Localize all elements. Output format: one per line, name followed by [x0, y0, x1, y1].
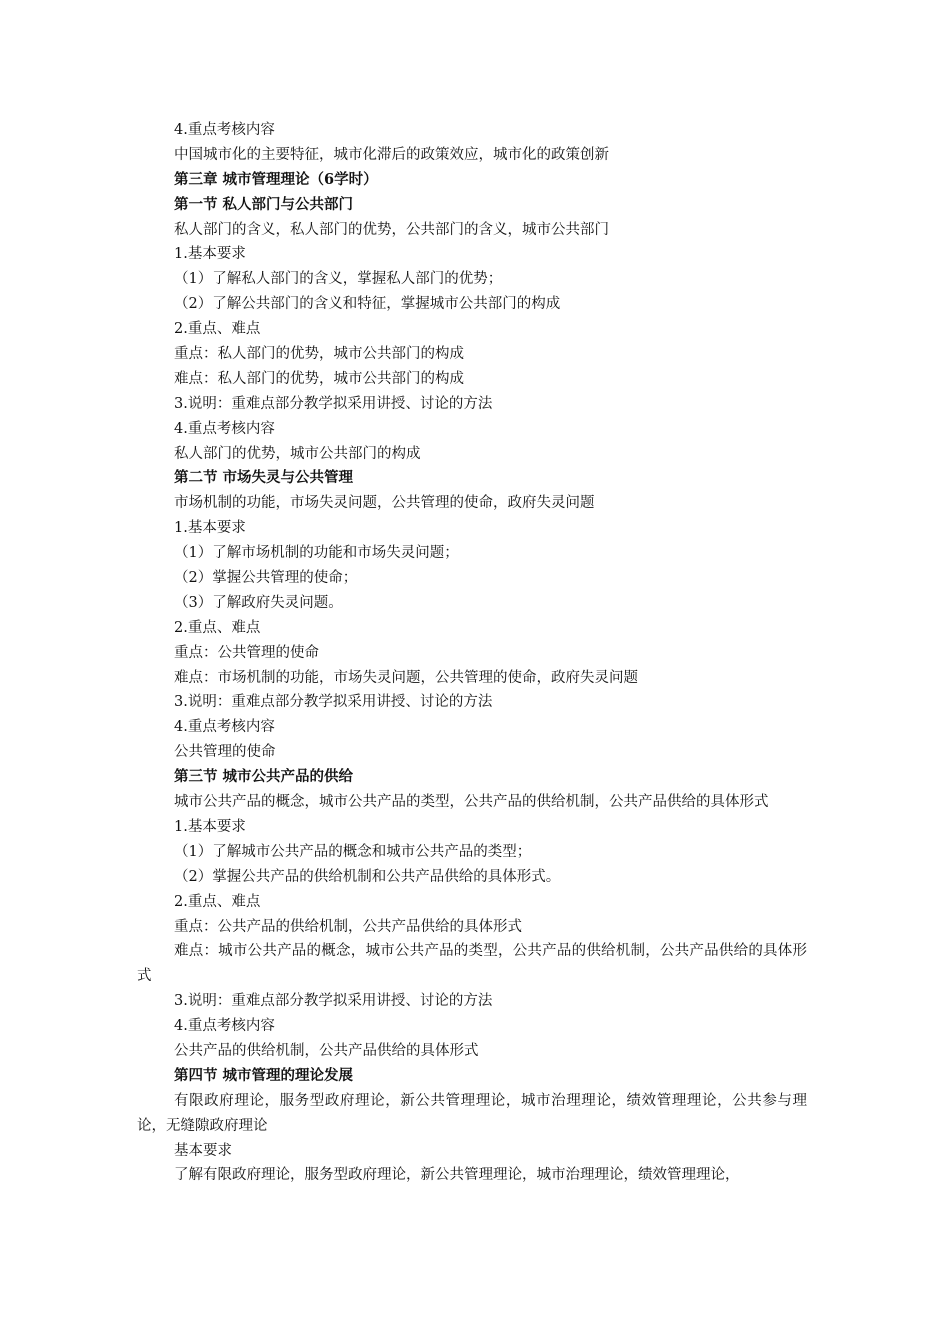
text-line: 公共产品的供给机制，公共产品供给的具体形式: [174, 1043, 479, 1059]
text-line: 公共管理的使命: [174, 744, 276, 761]
text-line: （2）了解公共部门的含义和特征，掌握城市公共部门的构成: [174, 296, 561, 313]
text-line: 重点：公共管理的使命: [174, 644, 319, 661]
text-line: 4.重点考核内容: [174, 719, 275, 736]
text-line: 重点：公共产品的供给机制，公共产品供给的具体形式: [174, 918, 522, 935]
text-line: 4.重点考核内容: [174, 122, 275, 138]
text-line: 中国城市化的主要特征，城市化滞后的政策效应，城市化的政策创新: [174, 146, 609, 163]
text-line: 私人部门的含义，私人部门的优势，公共部门的含义，城市公共部门: [174, 221, 609, 238]
text-line: 基本要求: [174, 1142, 232, 1159]
text-line: 难点：私人部门的优势，城市公共部门的构成: [174, 370, 464, 387]
text-line: 了解有限政府理论，服务型政府理论，新公共管理理论，城市治理理论，绩效管理理论，: [174, 1167, 740, 1184]
section-heading: 第三节 城市公共产品的供给: [174, 768, 354, 786]
text-line: 1.基本要求: [174, 246, 246, 263]
text-line: 1.基本要求: [174, 818, 246, 835]
text-line: （2）掌握公共产品的供给机制和公共产品供给的具体形式。: [174, 868, 561, 885]
section-heading: 第二节 市场失灵与公共管理: [174, 469, 354, 487]
text-line: 2.重点、难点: [174, 619, 261, 636]
text-line: 4.重点考核内容: [174, 1018, 275, 1035]
text-line: 3.说明：重难点部分教学拟采用讲授、讨论的方法: [174, 395, 493, 412]
section-heading: 第四节 城市管理的理论发展: [174, 1066, 354, 1084]
text-line: 难点：市场机制的功能，市场失灵问题，公共管理的使命，政府失灵问题: [174, 669, 638, 686]
text-line: （1）了解私人部门的含义，掌握私人部门的优势；: [174, 271, 503, 288]
section-heading: 第三章 城市管理理论（6学时）: [174, 170, 378, 188]
section-heading: 第一节 私人部门与公共部门: [174, 195, 354, 213]
text-line: 3.说明：重难点部分教学拟采用讲授、讨论的方法: [174, 993, 493, 1010]
text-line: 1.基本要求: [174, 520, 246, 537]
text-line: （3）了解政府失灵问题。: [174, 594, 343, 611]
text-paragraph: 难点：城市公共产品的概念，城市公共产品的类型，公共产品的供给机制，公共产品供给的具体形式: [137, 943, 807, 985]
text-line: （1）了解城市公共产品的概念和城市公共产品的类型；: [174, 843, 532, 860]
text-line: 私人部门的优势，城市公共部门的构成: [174, 445, 421, 462]
text-line: 2.重点、难点: [174, 893, 261, 910]
document-page: [0, 118, 950, 1188]
text-line: 市场机制的功能，市场失灵问题，公共管理的使命，政府失灵问题: [174, 495, 595, 512]
text-paragraph: 有限政府理论，服务型政府理论，新公共管理理论，城市治理理论，绩效管理理论，公共参与理论，无缝隙政府理论: [137, 1092, 807, 1134]
text-line: 重点：私人部门的优势，城市公共部门的构成: [174, 346, 464, 363]
text-line: 2.重点、难点: [174, 321, 261, 338]
text-line: （1）了解市场机制的功能和市场失灵问题；: [174, 545, 459, 562]
text-paragraph: 城市公共产品的概念，城市公共产品的类型，公共产品的供给机制，公共产品供给的具体形式: [174, 794, 769, 811]
text-line: 3.说明：重难点部分教学拟采用讲授、讨论的方法: [174, 694, 493, 711]
text-line: （2）掌握公共管理的使命；: [174, 570, 358, 587]
text-line: 4.重点考核内容: [174, 420, 275, 437]
